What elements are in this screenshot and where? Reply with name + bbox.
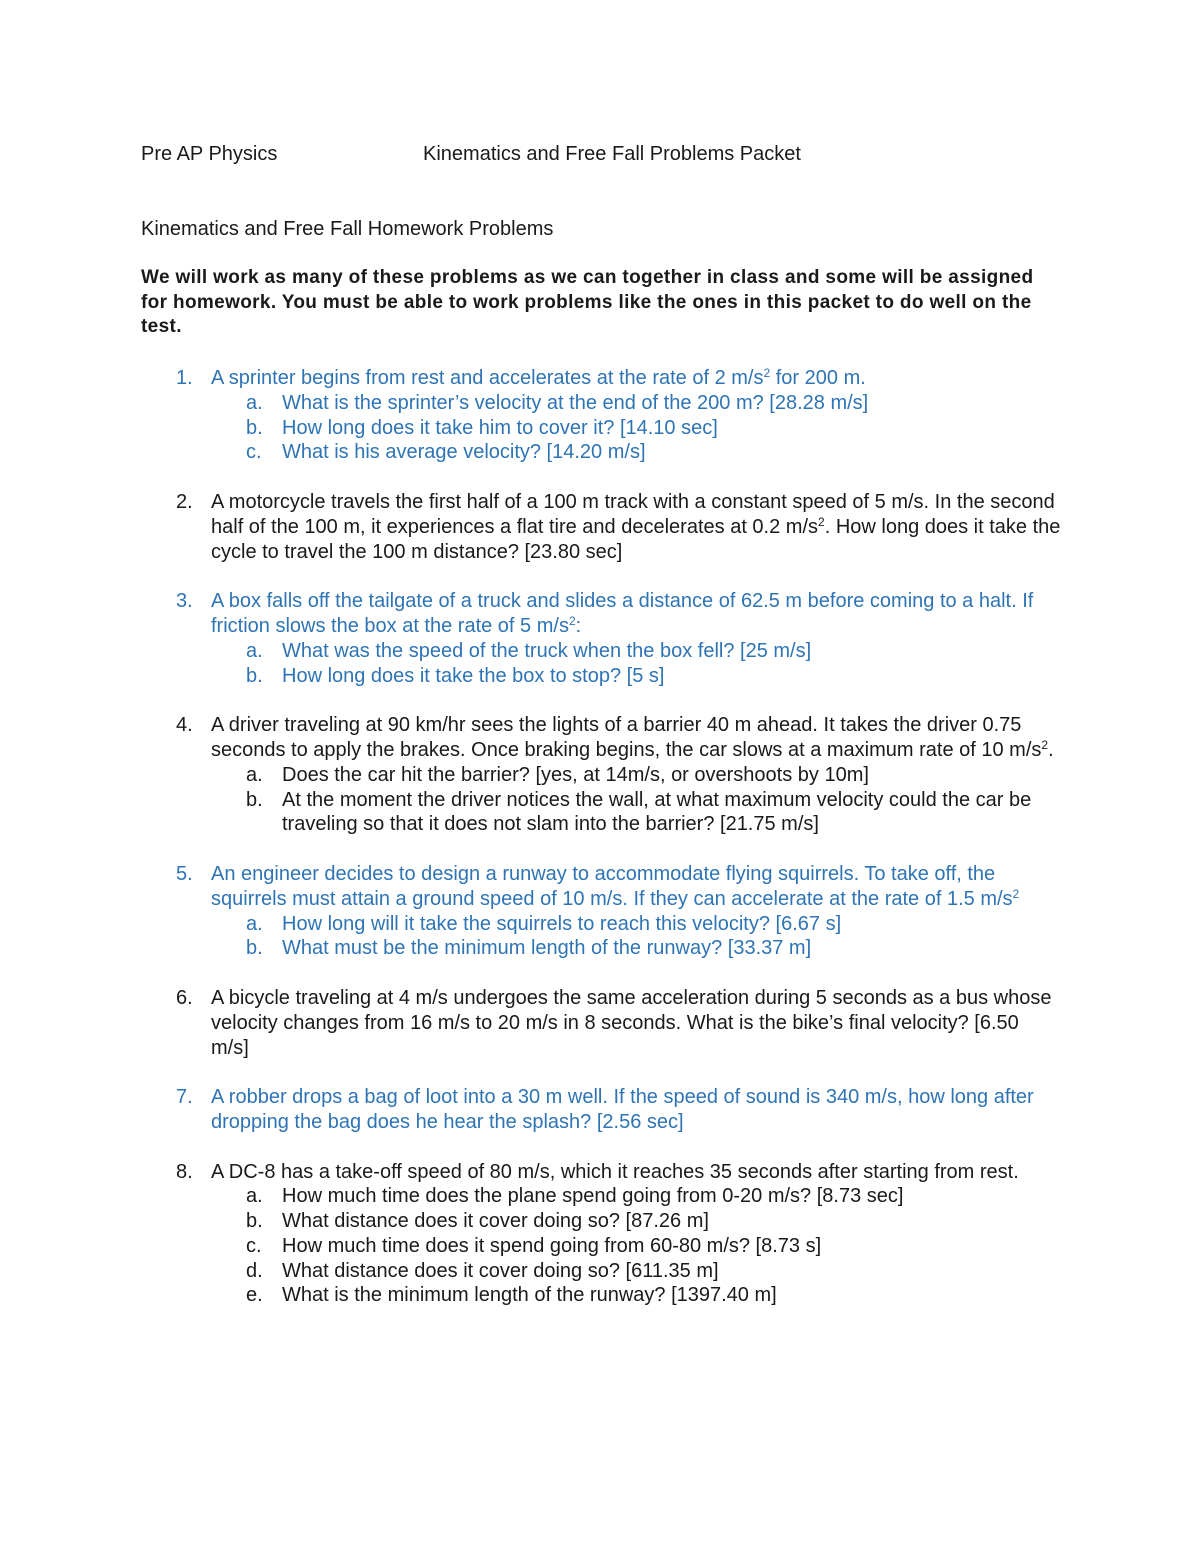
- sub-question: [0, 391, 1200, 416]
- problem-text: [211, 1085, 1061, 1135]
- sub-question: [0, 416, 1200, 441]
- sub-question-letter: d.: [246, 1259, 263, 1282]
- sub-question-letter: a.: [246, 1185, 263, 1208]
- problem-number: 8.: [176, 1160, 193, 1183]
- sub-question-text: At the moment the driver notices the wall, at what maximum velocity could the car be traveling so that it does not slam into the barrier? [21.75 m/s]: [282, 788, 1032, 836]
- course-name: Pre AP Physics: [141, 143, 278, 165]
- problem-item: [0, 986, 1200, 1060]
- sub-question-letter: b.: [246, 1210, 263, 1233]
- superscript-exponent: 2: [568, 613, 576, 628]
- problem-item: [0, 713, 1200, 837]
- sub-question: [0, 1259, 1200, 1284]
- sub-question: [0, 440, 1200, 465]
- sub-question-letter: a.: [246, 763, 263, 786]
- sub-question-text: What is the sprinter’s velocity at the end of the 200 m? [28.28 m/s]: [282, 391, 869, 414]
- sub-question-letter: e.: [246, 1284, 263, 1307]
- sub-question: [0, 936, 1200, 961]
- superscript-exponent: 2: [763, 366, 771, 380]
- problem-text-main: A DC-8 has a take-off speed of 80 m/s, which it reaches 35 seconds after starting from rest.: [211, 1160, 1019, 1183]
- problem-item: [0, 589, 1200, 688]
- problem-text: [211, 366, 1061, 391]
- problem-number: 3.: [176, 590, 193, 613]
- problem-number: 2.: [176, 490, 193, 513]
- problem-text-main: A driver traveling at 90 km/hr sees the lights of a barrier 40 m ahead. It takes the driver 0.75 seconds to apply the brakes. Once braking begins, the car slows at a maximum rate of 10 m/s: [211, 714, 1042, 761]
- problem-text: [211, 986, 1061, 1060]
- problem-item: [0, 1085, 1200, 1135]
- sub-question-text: How long does it take him to cover it? [14.10 sec]: [282, 416, 718, 439]
- sub-question-letter: a.: [246, 391, 263, 414]
- sub-question-text: What distance does it cover doing so? [87.26 m]: [282, 1210, 709, 1233]
- sub-question-letter: b.: [246, 937, 263, 960]
- superscript-exponent: 2: [818, 514, 825, 529]
- sub-question: [0, 763, 1200, 788]
- problem-text-main: An engineer decides to design a runway to accommodate flying squirrels. To take off, the squirrels must attain a ground speed of 10 m/s. If they can accelerate at the rate of 1.5 m/s: [211, 862, 1013, 910]
- sub-question-letter: a.: [246, 639, 263, 662]
- intro-paragraph: We will work as many of these problems as we can together in class and some will be assigned for homework. You must be able to work problems like the ones in this packet to do well on the test.: [141, 267, 1034, 338]
- sub-question-text: How long will it take the squirrels to reach this velocity? [6.67 s]: [282, 912, 842, 935]
- packet-title: Kinematics and Free Fall Problems Packet: [423, 143, 801, 165]
- sub-question: [0, 1234, 1200, 1259]
- problem-item: [0, 490, 1200, 564]
- problem-text-main: A motorcycle travels the first half of a 100 m track with a constant speed of 5 m/s. In the second half of the 100 m, it experiences a flat tire and decelerates at 0.2 m/s: [211, 490, 1055, 538]
- problem-text: [211, 713, 1061, 763]
- sub-question-text: Does the car hit the barrier? [yes, at 14m/s, or overshoots by 10m]: [282, 763, 869, 786]
- sub-question: [0, 788, 1200, 838]
- problem-text-main: A sprinter begins from rest and accelerates at the rate of 2 m/s: [211, 367, 764, 389]
- sub-question-text: What distance does it cover doing so? [611.35 m]: [282, 1259, 719, 1282]
- sub-question-letter: c.: [246, 441, 262, 464]
- sub-question-letter: b.: [246, 664, 263, 687]
- problem-text: [211, 1160, 1061, 1185]
- sub-question: [0, 912, 1200, 937]
- problem-text-tail: . How long does it take the cycle to travel the 100 m distance? [23.80 sec]: [211, 515, 1061, 563]
- sub-question: [0, 1209, 1200, 1234]
- problem-list: [0, 366, 1200, 1333]
- sub-question: [0, 664, 1200, 689]
- problem-text: [211, 589, 1061, 639]
- section-subtitle: Kinematics and Free Fall Homework Problems: [141, 218, 554, 240]
- sub-question-letter: b.: [246, 788, 263, 811]
- problem-number: 1.: [176, 367, 193, 389]
- problem-item: [0, 862, 1200, 961]
- problem-text-main: A box falls off the tailgate of a truck and slides a distance of 62.5 m before coming to a halt. If friction slows the box at the rate of 5 m/s: [211, 590, 1034, 637]
- sub-question-text: How long does it take the box to stop? [5 s]: [282, 664, 665, 687]
- problem-text: [211, 862, 1061, 912]
- sub-question-text: What was the speed of the truck when the box fell? [25 m/s]: [282, 639, 812, 662]
- sub-question-letter: b.: [246, 416, 263, 439]
- problem-item: [0, 1160, 1200, 1309]
- sub-question: [0, 1184, 1200, 1209]
- superscript-exponent: 2: [1041, 737, 1049, 752]
- problem-text-tail: :: [575, 614, 582, 637]
- superscript-exponent: 2: [1012, 886, 1020, 901]
- problem-text-tail: .: [1048, 738, 1054, 761]
- sub-question: [0, 639, 1200, 664]
- sub-question-letter: a.: [246, 912, 263, 935]
- problem-number: 4.: [176, 714, 193, 737]
- problem-text-main: A robber drops a bag of loot into a 30 m well. If the speed of sound is 340 m/s, how long after dropping the bag does he hear the splash? [2.56 sec]: [211, 1086, 1034, 1133]
- problem-text-main: A bicycle traveling at 4 m/s undergoes the same acceleration during 5 seconds as a bus whose velocity changes from 16 m/s to 20 m/s in 8 seconds. What is the bike’s final velocity? [6.50 m/s]: [211, 986, 1052, 1059]
- problem-number: 5.: [176, 862, 193, 885]
- sub-question: [0, 1283, 1200, 1308]
- problem-text-tail: for 200 m.: [770, 367, 866, 389]
- sub-question-text: What must be the minimum length of the runway? [33.37 m]: [282, 937, 812, 960]
- sub-question-text: How much time does the plane spend going from 0-20 m/s? [8.73 sec]: [282, 1185, 904, 1208]
- problem-number: 6.: [176, 986, 193, 1009]
- problem-item: [0, 366, 1200, 465]
- problem-text: [211, 490, 1061, 564]
- sub-question-text: What is the minimum length of the runway? [1397.40 m]: [282, 1284, 777, 1307]
- sub-question-letter: c.: [246, 1234, 262, 1257]
- sub-question-text: How much time does it spend going from 60-80 m/s? [8.73 s]: [282, 1234, 822, 1257]
- problem-number: 7.: [176, 1086, 193, 1109]
- sub-question-text: What is his average velocity? [14.20 m/s]: [282, 441, 646, 464]
